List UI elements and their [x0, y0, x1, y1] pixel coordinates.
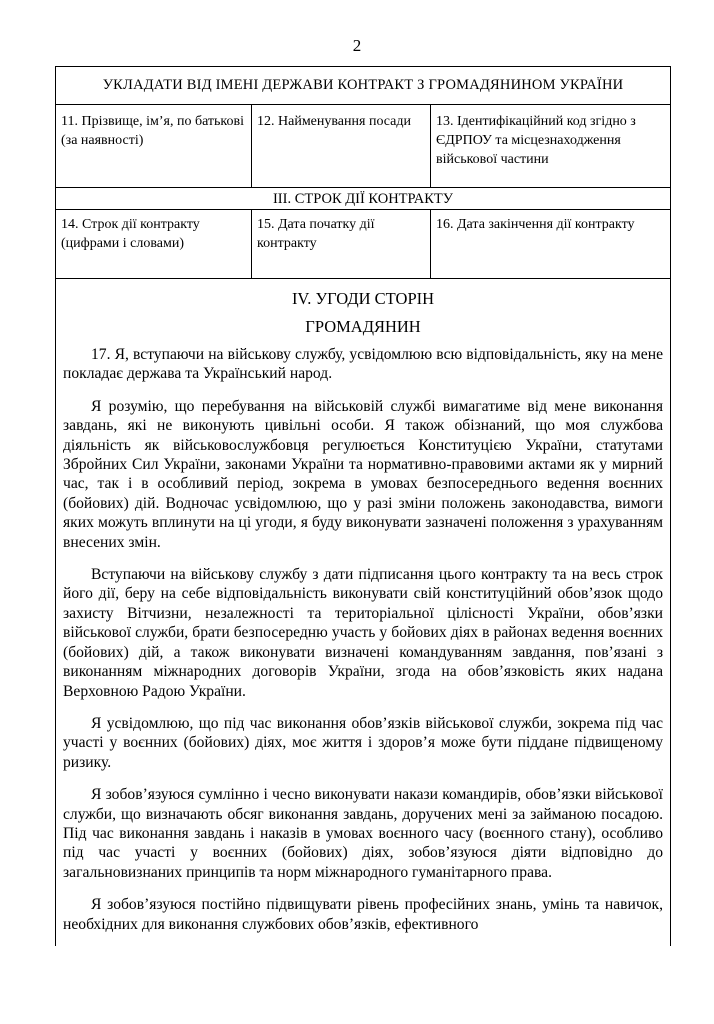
- field-14-contract-term: 14. Строк дії контракту (цифрами і словами): [56, 210, 252, 278]
- field-12-position-name: 12. Найменування посади: [252, 105, 431, 187]
- section-4-heading: IV. УГОДИ СТОРІН: [291, 289, 435, 308]
- paragraph-risk: Я усвідомлюю, що під час виконання обов’язків військової служби, зокрема під час участі у воєнних (бойових) діях, моє життя і здоров’я може бути піддане підвищеному ризику.: [63, 714, 663, 771]
- section-4-agreements: [56, 279, 670, 934]
- field-11-full-name: 11. Прізвище, ім’я, по батькові (за наявності): [56, 105, 252, 187]
- contract-form-table: [55, 66, 671, 946]
- paragraph-understanding: Я розумію, що перебування на військовій службі вимагатиме від мене виконання завдань, які не виконують цивільні особи. Я також обізнаний, що моя службова діяльність як військовослужбовця регулюється Конституцією України, статутами Збройних Сил України, законами України та нормативно-правовими актами як у мирний час, так і в особливий період, зокрема в умовах безпосереднього ведення воєнних (бойових) дій. Водночас усвідомлюю, що у разі зміни положень законодавства, вимоги яких можуть вплинути на ці угоди, я буду виконувати зазначені положення з урахуванням внесених змін.: [63, 397, 663, 551]
- fields-row-1: [56, 105, 670, 188]
- paragraph-entering-service: Вступаючи на військову службу з дати підписання цього контракту та на весь строк його дії, беру на себе відповідальність виконувати свій конституційний обов’язок щодо захисту Вітчизни, незалежності та територіальної цілісності України, обов’язки військової служби, брати безпосередню участь у бойових діях в районах ведення воєнних (бойових) дій, а також виконувати визначені командуванням завдання, пов’язані з виконанням міжнародних договорів України, згода на обов’язковість яких надана Верховною Радою України.: [63, 566, 663, 700]
- field-13-unit-code-location: 13. Ідентифікаційний код згідно з ЄДРПОУ та місцезнаходження військової частини: [436, 114, 636, 167]
- page-number: 2: [352, 36, 362, 55]
- section-3-heading: III. СТРОК ДІЇ КОНТРАКТУ: [56, 188, 670, 210]
- paragraph-skills: Я зобов’язуюся постійно підвищувати рівень професійних знань, умінь та навичок, необхідних для виконання службових обов’язків, ефективного: [63, 896, 663, 933]
- fields-row-2: [56, 210, 670, 279]
- form-header: УКЛАДАТИ ВІД ІМЕНІ ДЕРЖАВИ КОНТРАКТ З ГРОМАДЯНИНОМ УКРАЇНИ: [56, 67, 670, 105]
- paragraph-17: 17. Я, вступаючи на військову службу, усвідомлюю всю відповідальність, яку на мене покладає держава та Український народ.: [63, 346, 663, 383]
- paragraph-orders: Я зобов’язуюся сумлінно і чесно виконувати накази командирів, обов’язки військової служби, що визначають обсяг виконання завдань, доручених мені за займаною посадою. Під час виконання завдань і наказів в умовах воєнного часу (воєнного стану), особливо під час участі у воєнних (бойових) діях, зобов’язуюся діяти відповідно до загальновизнаних принципів та норм міжнародного гуманітарного права.: [63, 786, 663, 881]
- field-16-end-date: 16. Дата закінчення дії контракту: [436, 217, 635, 232]
- field-15-start-date: 15. Дата початку дії контракту: [252, 210, 431, 278]
- citizen-subheading: ГРОМАДЯНИН: [305, 317, 421, 336]
